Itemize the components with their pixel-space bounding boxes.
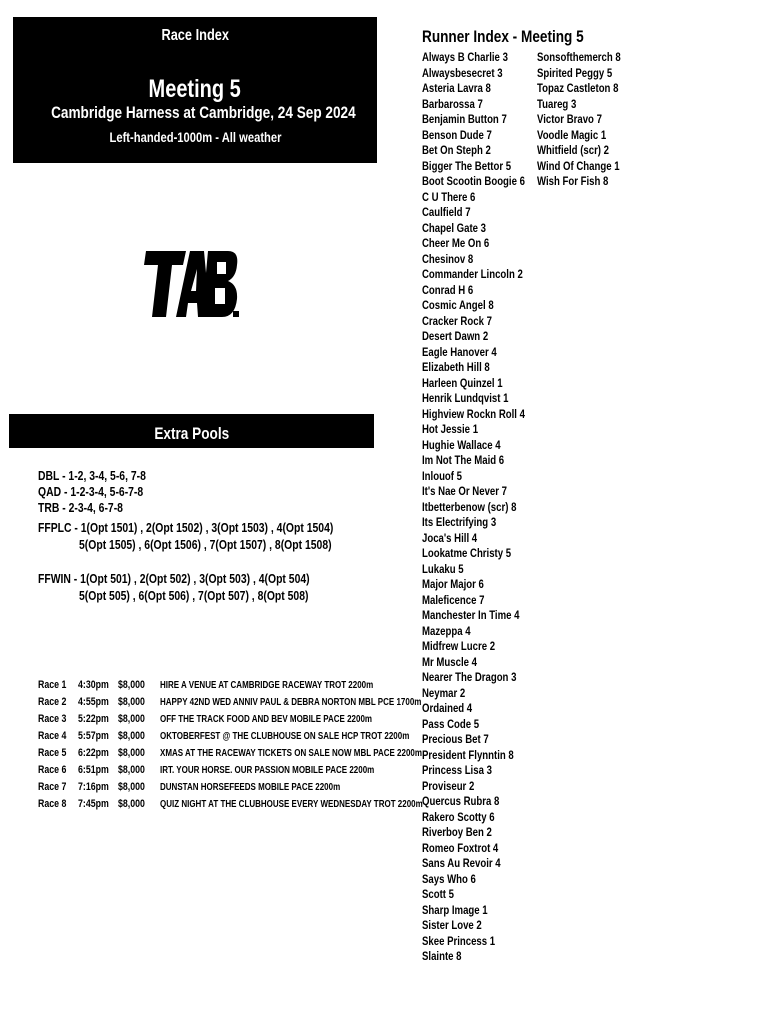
runner-name: Asteria Lavra 8 (422, 81, 491, 95)
runner-entry (422, 81, 551, 97)
runner-name: Cheer Me On 6 (422, 236, 490, 250)
runner-name: Nearer The Dragon 3 (422, 670, 517, 684)
runner-name: Commander Lincoln 2 (422, 267, 523, 281)
runner-name: Conrad H 6 (422, 282, 474, 297)
race-time-text: 7:45pm (78, 798, 109, 810)
race-time (78, 728, 117, 745)
ffplc-pool-cont: 5(Opt 1505) , 6(Opt 1506) , 7(Opt 1507) , 8(Opt 1508) (79, 537, 332, 552)
race-time-text: 4:30pm (78, 679, 109, 691)
runner-entry (422, 562, 551, 578)
trb-pool: TRB - 2-3-4, 6-7-8 (38, 500, 123, 515)
runner-entry (537, 159, 642, 175)
runner-entry (422, 577, 551, 593)
runner-name: Always B Charlie 3 (422, 50, 508, 64)
runner-entry (422, 66, 551, 82)
runner-entry (422, 422, 551, 438)
runner-entry (422, 655, 551, 671)
race-time (78, 779, 117, 796)
runner-name: Alwaysbesecret 3 (422, 65, 503, 80)
race-number (38, 796, 73, 813)
race-prize-text: $8,000 (118, 781, 145, 793)
runner-name: Romeo Foxtrot 4 (422, 840, 499, 855)
race-prize (118, 694, 152, 711)
dbl-pool: DBL - 1-2, 3-4, 5-6, 7-8 (38, 468, 146, 483)
race-time (78, 762, 117, 779)
extra-pools-title: Extra Pools (154, 424, 229, 443)
runner-entry (422, 221, 551, 237)
race-number-text: Race 3 (38, 713, 67, 725)
runner-name: Rakero Scotty 6 (422, 809, 495, 824)
runner-index-title: Runner Index - Meeting 5 (422, 27, 584, 46)
runner-name: President Flynntin 8 (422, 747, 514, 762)
runner-name: Henrik Lundqvist 1 (422, 391, 509, 405)
race-number (38, 779, 73, 796)
runner-name: Desert Dawn 2 (422, 329, 489, 343)
race-time (78, 711, 117, 728)
race-prize (118, 745, 152, 762)
race-number (38, 762, 73, 779)
race-number (38, 728, 73, 745)
runner-name: Sonsofthemerch 8 (537, 50, 621, 64)
race-prize-text: $8,000 (118, 730, 145, 742)
tab-logo-graphic (142, 247, 242, 323)
runner-entry (422, 856, 551, 872)
race-name (160, 677, 427, 694)
runner-entry (422, 391, 551, 407)
runner-entry (422, 376, 551, 392)
runner-name: Highview Rockn Roll 4 (422, 406, 525, 421)
runner-name: Elizabeth Hill 8 (422, 360, 490, 374)
runner-name: Cracker Rock 7 (422, 313, 492, 328)
race-name-text: HIRE A VENUE AT CAMBRIDGE RACEWAY TROT 2200m (160, 680, 374, 691)
race-name (160, 711, 425, 728)
runner-entry (422, 717, 551, 733)
race-prize-text: $8,000 (118, 679, 145, 691)
runner-entry (537, 66, 642, 82)
race-prize-text: $8,000 (118, 696, 145, 708)
runner-name: Cosmic Angel 8 (422, 298, 494, 312)
runner-column-1 (422, 50, 551, 965)
race-number-text: Race 7 (38, 781, 67, 793)
runner-name: Voodle Magic 1 (537, 127, 607, 142)
runner-name: Lukaku 5 (422, 561, 464, 576)
runner-entry (537, 97, 642, 113)
race-prize-text: $8,000 (118, 747, 145, 759)
runner-entry (422, 143, 551, 159)
runner-entry (422, 887, 551, 903)
race-name-text: HAPPY 42ND WED ANNIV PAUL & DEBRA NORTON MBL PCE 1700m (160, 697, 422, 708)
runner-entry (422, 438, 551, 454)
runner-name: Proviseur 2 (422, 778, 475, 793)
runner-name: Hughie Wallace 4 (422, 437, 501, 452)
runner-column-2 (537, 50, 642, 190)
race-prize (118, 779, 152, 796)
runner-name: Im Not The Maid 6 (422, 453, 505, 467)
runner-name: It's Nae Or Never 7 (422, 484, 507, 498)
runner-name: Slainte 8 (422, 949, 462, 963)
runner-entry (422, 825, 551, 841)
runner-name: Caulfield 7 (422, 205, 471, 219)
runner-name: Maleficence 7 (422, 592, 485, 607)
ffwin-pool: FFWIN - 1(Opt 501) , 2(Opt 502) , 3(Opt 503) , 4(Opt 504) (38, 571, 310, 586)
runner-entry (422, 159, 551, 175)
runner-entry (537, 50, 642, 66)
runner-name: Quercus Rubra 8 (422, 794, 500, 808)
runner-entry (422, 918, 551, 934)
runner-name: Scott 5 (422, 887, 455, 901)
race-number (38, 694, 73, 711)
runner-name: Topaz Castleton 8 (537, 81, 619, 95)
runner-entry (422, 469, 551, 485)
runner-entry (422, 608, 551, 624)
runner-name: Pass Code 5 (422, 716, 480, 731)
runner-name: Benson Dude 7 (422, 127, 492, 142)
race-prize-text: $8,000 (118, 798, 145, 810)
race-name-text: QUIZ NIGHT AT THE CLUBHOUSE EVERY WEDNESDAY TROT 2200m (160, 799, 423, 810)
runner-name: Bigger The Bettor 5 (422, 158, 512, 173)
race-name (160, 762, 428, 779)
runner-entry (422, 531, 551, 547)
race-number-text: Race 8 (38, 798, 67, 810)
runner-entry (422, 949, 551, 965)
race-number-text: Race 6 (38, 764, 67, 776)
runner-name: Chesinov 8 (422, 251, 474, 266)
runner-entry (422, 546, 551, 562)
runner-name: Eagle Hanover 4 (422, 344, 497, 359)
race-time-text: 7:16pm (78, 781, 109, 793)
runner-name: Sharp Image 1 (422, 902, 488, 917)
runner-entry (422, 298, 551, 314)
runner-name: Spirited Peggy 5 (537, 65, 613, 80)
runner-entry (422, 360, 551, 376)
runner-entry (422, 624, 551, 640)
runner-entry (422, 128, 551, 144)
runner-name: Mr Muscle 4 (422, 654, 477, 669)
runner-entry (537, 112, 642, 128)
race-number-text: Race 5 (38, 747, 67, 759)
race-time (78, 796, 117, 813)
race-number (38, 711, 73, 728)
runner-name: Manchester In Time 4 (422, 608, 520, 622)
race-time-text: 4:55pm (78, 696, 109, 708)
race-prize-text: $8,000 (118, 713, 145, 725)
runner-entry (422, 500, 551, 516)
runner-entry (422, 732, 551, 748)
qad-pool: QAD - 1-2-3-4, 5-6-7-8 (38, 484, 144, 499)
runner-name: Victor Bravo 7 (537, 112, 602, 126)
race-time (78, 745, 117, 762)
runner-name: Harleen Quinzel 1 (422, 375, 503, 390)
race-time-text: 6:22pm (78, 747, 109, 759)
runner-entry (422, 872, 551, 888)
runner-entry (422, 779, 551, 795)
race-name-text: XMAS AT THE RACEWAY TICKETS ON SALE NOW MBL PACE 2200m (160, 748, 422, 759)
runner-entry (422, 205, 551, 221)
runner-name: Bet On Steph 2 (422, 143, 491, 157)
runner-name: Tuareg 3 (537, 96, 577, 111)
race-time (78, 694, 117, 711)
runner-entry (422, 903, 551, 919)
runner-name: C U There 6 (422, 189, 476, 204)
race-prize-text: $8,000 (118, 764, 145, 776)
runner-entry (422, 407, 551, 423)
runner-name: Says Who 6 (422, 871, 476, 886)
race-number-text: Race 1 (38, 679, 67, 691)
runner-entry (422, 112, 551, 128)
runner-entry (422, 484, 551, 500)
race-time-text: 5:22pm (78, 713, 109, 725)
runner-entry (422, 701, 551, 717)
runner-name: Whitfield (scr) 2 (537, 143, 610, 157)
runner-name: Neymar 2 (422, 685, 466, 700)
runner-name: Barbarossa 7 (422, 96, 483, 111)
venue-line: Cambridge Harness at Cambridge, 24 Sep 2024 (51, 103, 356, 122)
runner-name: Ordained 4 (422, 701, 473, 715)
meeting-title: Meeting 5 (148, 75, 242, 103)
runner-entry (422, 174, 551, 190)
runner-entry (422, 267, 551, 283)
runner-name: Princess Lisa 3 (422, 763, 492, 777)
runner-entry (422, 810, 551, 826)
race-time-text: 6:51pm (78, 764, 109, 776)
runner-entry (537, 81, 642, 97)
runner-name: Wind Of Change 1 (537, 158, 620, 173)
runner-entry (422, 236, 551, 252)
runner-entry (422, 329, 551, 345)
runner-entry (537, 143, 642, 159)
runner-entry (422, 748, 551, 764)
runner-entry (422, 763, 551, 779)
runner-name: Riverboy Ben 2 (422, 825, 492, 839)
runner-name: Itbetterbenow (scr) 8 (422, 499, 517, 514)
runner-entry (422, 453, 551, 469)
runner-entry (422, 190, 551, 206)
runner-entry (422, 283, 551, 299)
race-name (160, 779, 385, 796)
race-number (38, 745, 73, 762)
race-prize (118, 711, 152, 728)
runner-entry (422, 314, 551, 330)
runner-entry (422, 50, 551, 66)
runner-name: Hot Jessie 1 (422, 422, 479, 436)
runner-name: Sister Love 2 (422, 918, 482, 932)
race-number-text: Race 2 (38, 696, 67, 708)
race-name-text: IRT. YOUR HORSE. OUR PASSION MOBILE PACE 2200m (160, 765, 375, 776)
runner-entry (422, 252, 551, 268)
race-number-text: Race 4 (38, 730, 67, 742)
runner-name: Boot Scootin Boogie 6 (422, 174, 525, 188)
race-number (38, 677, 73, 694)
race-name-text: OFF THE TRACK FOOD AND BEV MOBILE PACE 2200m (160, 714, 373, 725)
race-prize (118, 728, 152, 745)
runner-name: Its Electrifying 3 (422, 515, 497, 529)
ffplc-pool: FFPLC - 1(Opt 1501) , 2(Opt 1502) , 3(Opt 1503) , 4(Opt 1504) (38, 520, 334, 535)
runner-name: Benjamin Button 7 (422, 112, 507, 126)
runner-entry (422, 97, 551, 113)
tab-logo-icon (142, 247, 242, 328)
runner-name: Chapel Gate 3 (422, 220, 487, 235)
runner-name: Inlouof 5 (422, 468, 462, 483)
race-name-text: DUNSTAN HORSEFEEDS MOBILE PACE 2200m (160, 782, 341, 793)
runner-entry (422, 670, 551, 686)
runner-name: Skee Princess 1 (422, 933, 496, 948)
runner-entry (537, 174, 642, 190)
race-prize (118, 677, 152, 694)
runner-name: Joca's Hill 4 (422, 530, 478, 545)
runner-entry (422, 639, 551, 655)
runner-entry (422, 934, 551, 950)
runner-entry (422, 345, 551, 361)
track-info: Left-handed-1000m - All weather (108, 129, 281, 145)
race-prize (118, 762, 152, 779)
race-name-text: OKTOBERFEST @ THE CLUBHOUSE ON SALE HCP TROT 2200m (160, 731, 410, 742)
race-time-text: 5:57pm (78, 730, 109, 742)
runner-name: Sans Au Revoir 4 (422, 856, 501, 870)
race-prize (118, 796, 152, 813)
runner-entry (422, 593, 551, 609)
runner-entry (422, 515, 551, 531)
extra-pools-header (9, 414, 374, 448)
runner-name: Major Major 6 (422, 577, 484, 591)
runner-name: Mazeppa 4 (422, 623, 471, 638)
race-index-label: Race Index (161, 27, 229, 44)
runner-name: Midfrew Lucre 2 (422, 639, 496, 653)
race-time (78, 677, 117, 694)
runner-name: Lookatme Christy 5 (422, 546, 512, 560)
runner-entry (422, 794, 551, 810)
runner-entry (422, 841, 551, 857)
runner-entry (422, 686, 551, 702)
runner-name: Precious Bet 7 (422, 732, 489, 746)
ffwin-pool-cont: 5(Opt 505) , 6(Opt 506) , 7(Opt 507) , 8(Opt 508) (79, 588, 309, 603)
race-index-header (13, 17, 377, 163)
runner-name: Wish For Fish 8 (537, 174, 609, 188)
runner-entry (537, 128, 642, 144)
